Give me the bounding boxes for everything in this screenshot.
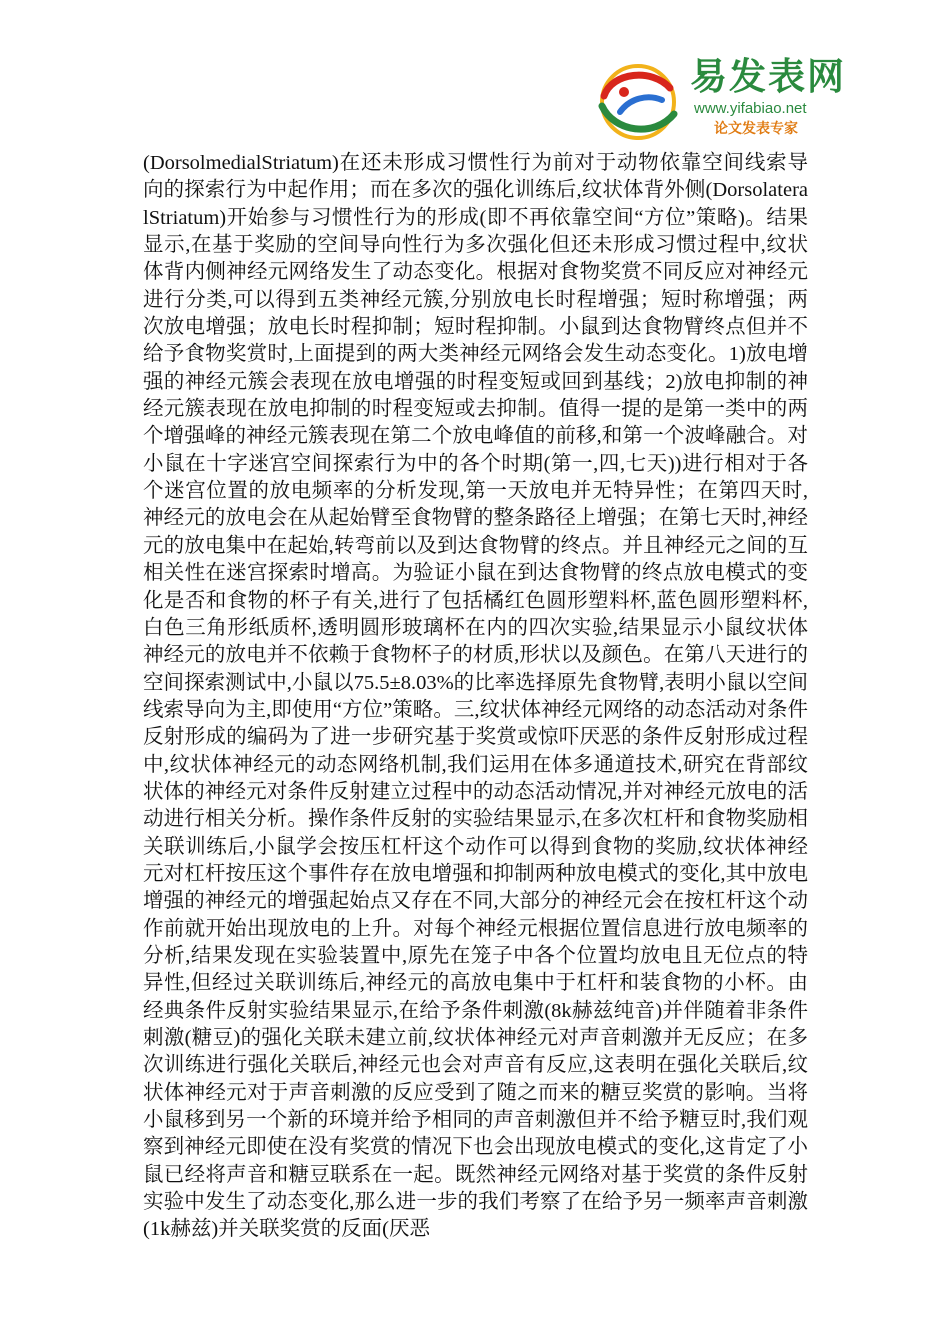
logo-slogan: 论文发表专家 [714,121,798,137]
document-body-paragraph: (DorsolmedialStriatum)在还未形成习惯性行为前对于动物依靠空间线索导向的探索行为中起作用；而在多次的强化训练后,纹状体背外侧(DorsolateralStriatum)开始参与习惯性行为的形成(即不再依靠空间“方位”策略)。结果显示,在基于奖励的空间导向性行为多次强化但还未形成习惯过程中,纹状体背内侧神经元网络发生了动态变化。根据对食物奖赏不同反应对神经元进行分类,可以得到五类神经元簇,分别放电长时程增强；短时称增强；两次放电增强；放电长时程抑制；短时程抑制。小鼠到达食物臂终点但并不给予食物奖赏时,上面提到的两大类神经元网络会发生动态变化。1)放电增强的神经元簇会表现在放电增强的时程变短或回到基线；2)放电抑制的神经元簇表现在放电抑制的时程变短或去抑制。值得一提的是第一类中的两个增强峰的神经元簇表现在第二个放电峰值的前移,和第一个波峰融合。对小鼠在十字迷宫空间探索行为中的各个时期(第一,四,七天))进行相对于各个迷宫位置的放电频率的分析发现,第一天放电并无特异性；在第四天时,神经元的放电会在从起始臂至食物臂的整条路径上增强；在第七天时,神经元的放电集中在起始,转弯前以及到达食物臂的终点。并且神经元之间的互相关性在迷宫探索时增高。为验证小鼠在到达食物臂的终点放电模式的变化是否和食物的杯子有关,进行了包括橘红色圆形塑料杯,蓝色圆形塑料杯,白色三角形纸质杯,透明圆形玻璃杯在内的四次实验,结果显示小鼠纹状体神经元的放电并不依赖于食物杯子的材质,形状以及颜色。在第八天进行的空间探索测试中,小鼠以75.5±8.03%的比率选择原先食物臂,表明小鼠以空间线索导向为主,即使用“方位”策略。三,纹状体神经元网络的动态活动对条件反射形成的编码为了进一步研究基于奖赏或惊吓厌恶的条件反射形成过程中,纹状体神经元的动态网络机制,我们运用在体多通道技术,研究在背部纹状体的神经元对条件反射建立过程中的动态活动情况,并对神经元放电的活动进行相关分析。操作条件反射的实验结果显示,在多次杠杆和食物奖励相关联训练后,小鼠学会按压杠杆这个动作可以得到食物的奖励,纹状体神经元对杠杆按压这个事件存在放电增强和抑制两种放电模式的变化,其中放电增强的神经元的增强起始点又存在不同,大部分的神经元会在按杠杆这个动作前就开始出现放电的上升。对每个神经元根据位置信息进行放电频率的分析,结果发现在实验装置中,原先在笼子中各个位置均放电且无位点的特异性,但经过关联训练后,神经元的高放电集中于杠杆和装食物的小杯。由经典条件反射实验结果显示,在给予条件刺激(8k赫兹纯音)并伴随着非条件刺激(糖豆)的强化关联未建立前,纹状体神经元对声音刺激并无反应；在多次训练进行强化关联后,神经元也会对声音有反应,这表明在强化关联后,纹状体神经元对于声音刺激的反应受到了随之而来的糖豆奖赏的影响。当将小鼠移到另一个新的环境并给予相同的声音刺激但并不给予糖豆时,我们观察到神经元即使在没有奖赏的情况下也会出现放电模式的变化,这肯定了小鼠已经将声音和糖豆联系在一起。既然神经元网络对基于奖赏的条件反射实验中发生了动态变化,那么进一步的我们考察了在给予另一频率声音刺激(1k赫兹)并关联奖赏的反面(厌恶 [143,152,808,1241]
logo-swirl-icon [590,62,682,142]
logo-url: www.yifabiao.net [694,100,807,117]
site-logo [590,54,846,149]
logo-title: 易发表网 [690,54,846,98]
